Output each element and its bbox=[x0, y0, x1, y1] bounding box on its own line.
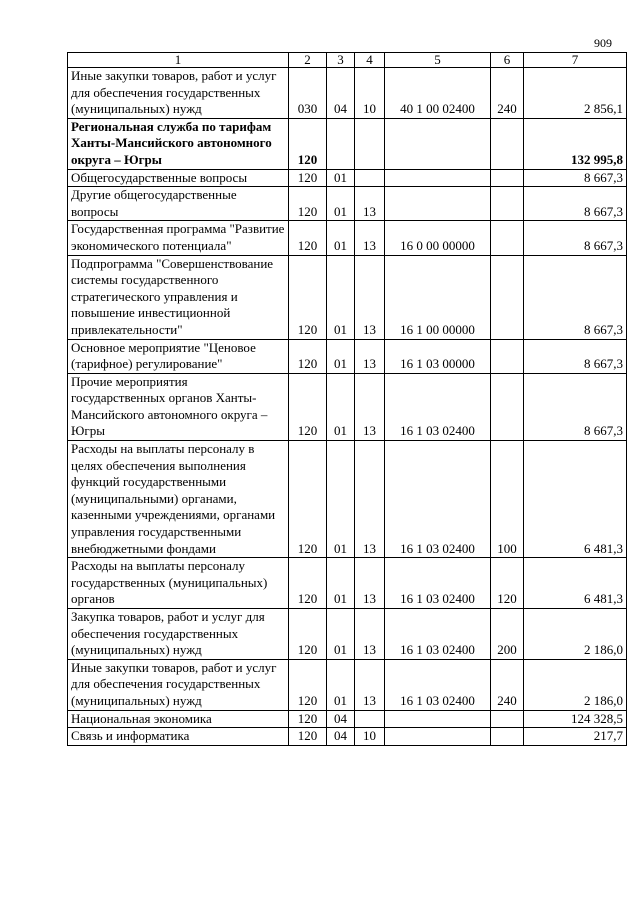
row-code-subsection bbox=[355, 118, 385, 169]
row-code-section: 01 bbox=[327, 339, 355, 373]
row-name: Закупка товаров, работ и услуг для обеспечения государственных (муниципальных) нужд bbox=[68, 609, 289, 660]
row-code-subsection: 13 bbox=[355, 187, 385, 221]
row-code-expense bbox=[491, 373, 524, 440]
row-code-expense: 240 bbox=[491, 659, 524, 710]
table-row bbox=[68, 187, 627, 221]
row-code-subsection bbox=[355, 169, 385, 187]
row-code-section: 01 bbox=[327, 187, 355, 221]
row-code-subsection: 13 bbox=[355, 339, 385, 373]
table-row bbox=[68, 558, 627, 609]
header-row bbox=[68, 53, 627, 68]
row-code-subsection: 10 bbox=[355, 68, 385, 119]
row-code-expense bbox=[491, 221, 524, 255]
row-amount: 8 667,3 bbox=[524, 187, 627, 221]
row-code-expense: 200 bbox=[491, 609, 524, 660]
row-code-subsection: 13 bbox=[355, 558, 385, 609]
row-code-expense bbox=[491, 169, 524, 187]
row-code-section: 01 bbox=[327, 373, 355, 440]
row-code-section: 04 bbox=[327, 68, 355, 119]
table-row bbox=[68, 68, 627, 119]
row-code-target: 16 0 00 00000 bbox=[385, 221, 491, 255]
table-row bbox=[68, 609, 627, 660]
row-amount: 2 856,1 bbox=[524, 68, 627, 119]
row-amount: 6 481,3 bbox=[524, 558, 627, 609]
row-code-admin: 120 bbox=[289, 221, 327, 255]
row-name: Государственная программа "Развитие экономического потенциала" bbox=[68, 221, 289, 255]
row-code-section: 01 bbox=[327, 441, 355, 558]
row-code-subsection: 10 bbox=[355, 728, 385, 746]
row-code-target bbox=[385, 118, 491, 169]
row-code-admin: 120 bbox=[289, 169, 327, 187]
table-row bbox=[68, 373, 627, 440]
row-code-admin: 120 bbox=[289, 255, 327, 339]
row-code-target bbox=[385, 728, 491, 746]
row-code-expense: 240 bbox=[491, 68, 524, 119]
row-amount: 8 667,3 bbox=[524, 339, 627, 373]
row-amount: 2 186,0 bbox=[524, 609, 627, 660]
row-code-expense bbox=[491, 255, 524, 339]
row-name: Расходы на выплаты персоналу в целях обеспечения выполнения функций государственными (муниципальными) органами, казенными учреждениями, органами управления государственными внебюджетными фондами bbox=[68, 441, 289, 558]
header-col-6: 6 bbox=[491, 53, 524, 68]
row-code-section: 01 bbox=[327, 558, 355, 609]
row-name: Расходы на выплаты персоналу государственных (муниципальных) органов bbox=[68, 558, 289, 609]
row-code-section: 01 bbox=[327, 659, 355, 710]
row-name: Другие общегосударственные вопросы bbox=[68, 187, 289, 221]
row-code-subsection: 13 bbox=[355, 609, 385, 660]
row-code-target bbox=[385, 710, 491, 728]
row-code-subsection: 13 bbox=[355, 255, 385, 339]
row-code-subsection: 13 bbox=[355, 441, 385, 558]
header-col-7: 7 bbox=[524, 53, 627, 68]
budget-table bbox=[67, 52, 627, 746]
table-row bbox=[68, 169, 627, 187]
row-code-expense bbox=[491, 187, 524, 221]
row-code-section: 01 bbox=[327, 255, 355, 339]
row-amount: 6 481,3 bbox=[524, 441, 627, 558]
row-code-admin: 120 bbox=[289, 710, 327, 728]
row-code-target: 16 1 03 02400 bbox=[385, 373, 491, 440]
row-name: Общегосударственные вопросы bbox=[68, 169, 289, 187]
row-code-target: 16 1 00 00000 bbox=[385, 255, 491, 339]
row-code-admin: 030 bbox=[289, 68, 327, 119]
header-col-5: 5 bbox=[385, 53, 491, 68]
row-code-admin: 120 bbox=[289, 339, 327, 373]
row-name: Иные закупки товаров, работ и услуг для обеспечения государственных (муниципальных) нужд bbox=[68, 659, 289, 710]
row-code-admin: 120 bbox=[289, 659, 327, 710]
row-code-expense bbox=[491, 339, 524, 373]
row-amount: 8 667,3 bbox=[524, 373, 627, 440]
row-code-section: 04 bbox=[327, 710, 355, 728]
page-number: 909 bbox=[594, 36, 612, 50]
row-code-admin: 120 bbox=[289, 558, 327, 609]
table-row bbox=[68, 710, 627, 728]
row-code-target: 16 1 03 02400 bbox=[385, 441, 491, 558]
row-name: Прочие мероприятия государственных органов Ханты-Мансийского автономного округа – Югры bbox=[68, 373, 289, 440]
table-row bbox=[68, 339, 627, 373]
row-code-section bbox=[327, 118, 355, 169]
row-code-subsection: 13 bbox=[355, 221, 385, 255]
row-amount: 132 995,8 bbox=[524, 118, 627, 169]
row-name: Региональная служба по тарифам Ханты-Мансийского автономного округа – Югры bbox=[68, 118, 289, 169]
row-amount: 2 186,0 bbox=[524, 659, 627, 710]
row-code-target bbox=[385, 169, 491, 187]
table-row bbox=[68, 221, 627, 255]
row-code-target: 16 1 03 00000 bbox=[385, 339, 491, 373]
row-code-section: 01 bbox=[327, 169, 355, 187]
row-name: Подпрограмма "Совершенствование системы государственного стратегического управления и повышение инвестиционной привлекательности" bbox=[68, 255, 289, 339]
table-row bbox=[68, 255, 627, 339]
row-amount: 8 667,3 bbox=[524, 169, 627, 187]
row-code-admin: 120 bbox=[289, 609, 327, 660]
row-code-admin: 120 bbox=[289, 441, 327, 558]
row-code-target: 40 1 00 02400 bbox=[385, 68, 491, 119]
table-row bbox=[68, 118, 627, 169]
header-col-4: 4 bbox=[355, 53, 385, 68]
row-code-section: 01 bbox=[327, 609, 355, 660]
row-code-admin: 120 bbox=[289, 118, 327, 169]
header-col-3: 3 bbox=[327, 53, 355, 68]
table-body bbox=[68, 68, 627, 746]
row-code-subsection: 13 bbox=[355, 373, 385, 440]
row-code-expense bbox=[491, 710, 524, 728]
row-code-expense: 100 bbox=[491, 441, 524, 558]
row-code-expense: 120 bbox=[491, 558, 524, 609]
row-code-subsection bbox=[355, 710, 385, 728]
row-amount: 8 667,3 bbox=[524, 221, 627, 255]
header-col-1: 1 bbox=[68, 53, 289, 68]
row-code-expense bbox=[491, 118, 524, 169]
row-amount: 8 667,3 bbox=[524, 255, 627, 339]
row-code-target bbox=[385, 187, 491, 221]
header-col-2: 2 bbox=[289, 53, 327, 68]
row-name: Основное мероприятие "Ценовое (тарифное) регулирование" bbox=[68, 339, 289, 373]
row-amount: 217,7 bbox=[524, 728, 627, 746]
table-row bbox=[68, 728, 627, 746]
table-row bbox=[68, 659, 627, 710]
table-row bbox=[68, 441, 627, 558]
row-amount: 124 328,5 bbox=[524, 710, 627, 728]
row-code-expense bbox=[491, 728, 524, 746]
row-name: Связь и информатика bbox=[68, 728, 289, 746]
row-code-section: 01 bbox=[327, 221, 355, 255]
row-code-subsection: 13 bbox=[355, 659, 385, 710]
row-name: Иные закупки товаров, работ и услуг для обеспечения государственных (муниципальных) нужд bbox=[68, 68, 289, 119]
row-code-target: 16 1 03 02400 bbox=[385, 558, 491, 609]
row-code-section: 04 bbox=[327, 728, 355, 746]
row-code-admin: 120 bbox=[289, 728, 327, 746]
row-code-admin: 120 bbox=[289, 187, 327, 221]
row-name: Национальная экономика bbox=[68, 710, 289, 728]
row-code-admin: 120 bbox=[289, 373, 327, 440]
row-code-target: 16 1 03 02400 bbox=[385, 659, 491, 710]
row-code-target: 16 1 03 02400 bbox=[385, 609, 491, 660]
